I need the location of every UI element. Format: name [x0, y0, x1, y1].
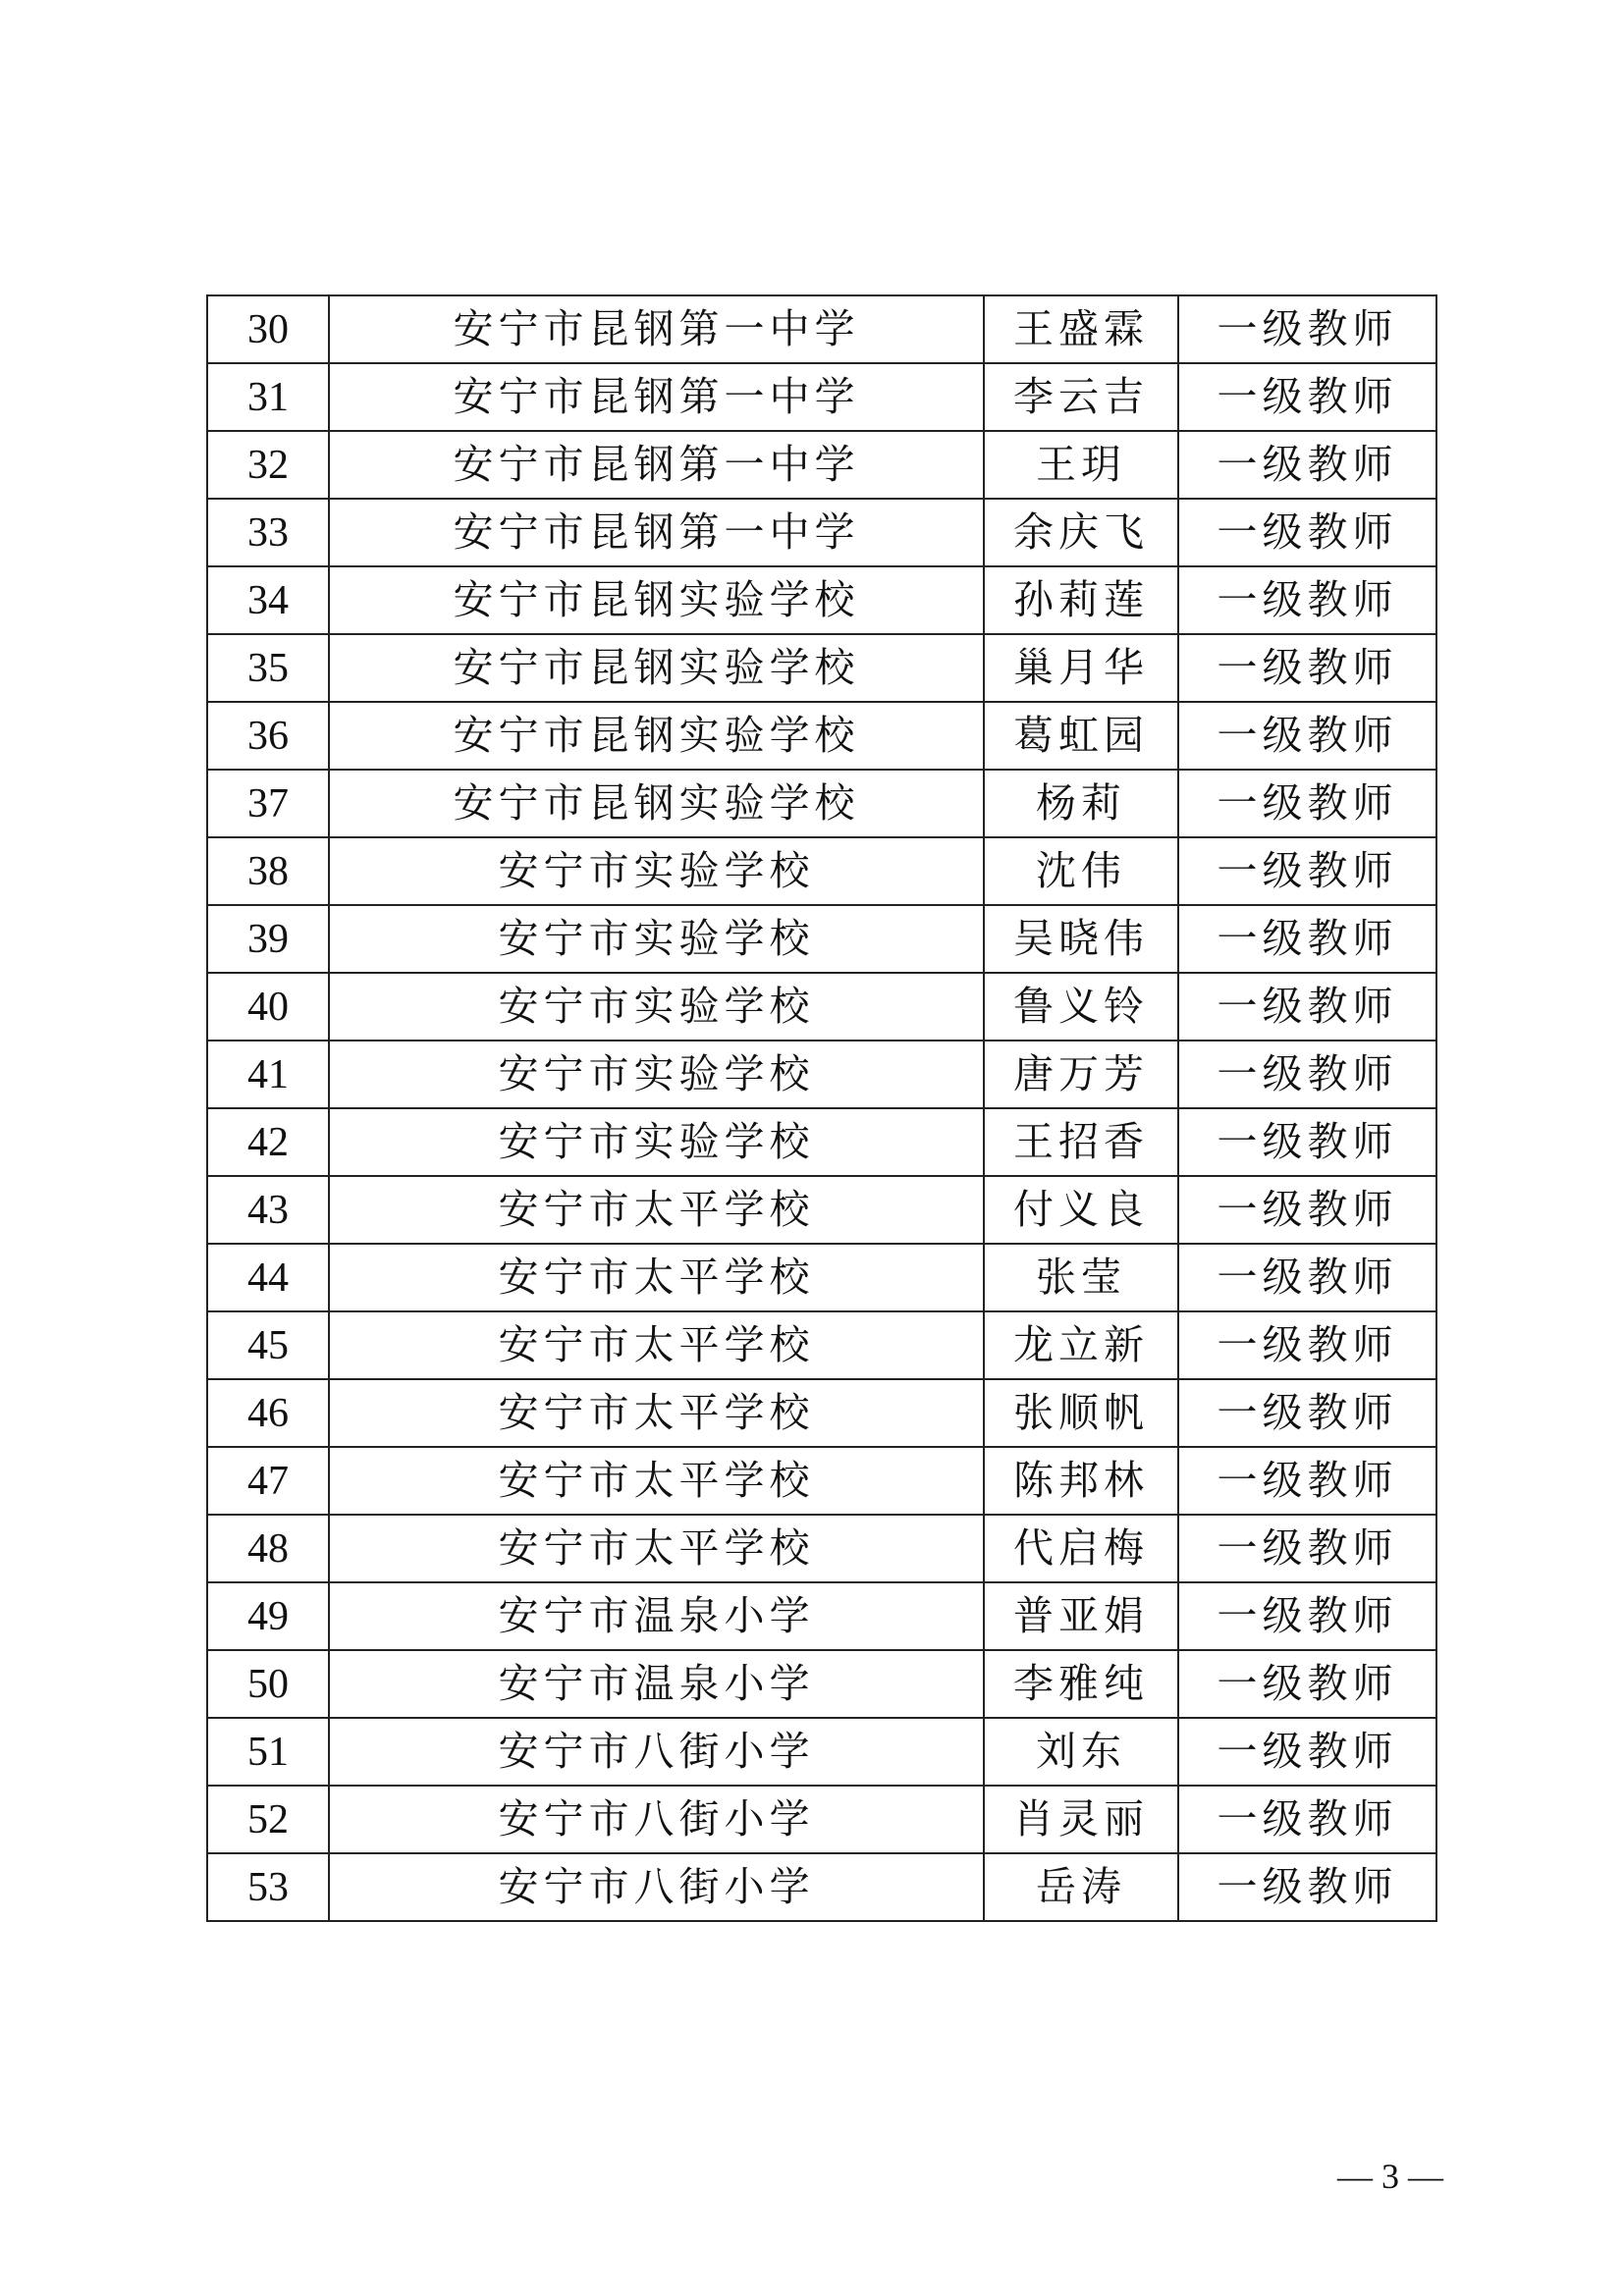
school-cell: 安宁市昆钢实验学校	[329, 770, 984, 837]
teacher-name-cell: 普亚娟	[984, 1582, 1178, 1650]
table-row	[207, 1108, 1436, 1176]
teacher-name-cell: 张莹	[984, 1244, 1178, 1311]
teacher-name-cell: 鲁义铃	[984, 973, 1178, 1041]
title-cell: 一级教师	[1178, 1718, 1436, 1786]
title-cell: 一级教师	[1178, 702, 1436, 770]
teacher-name-cell: 龙立新	[984, 1311, 1178, 1379]
school-cell: 安宁市昆钢第一中学	[329, 295, 984, 363]
table-row	[207, 1650, 1436, 1718]
title-cell: 一级教师	[1178, 1853, 1436, 1921]
row-number-cell: 53	[207, 1853, 329, 1921]
teacher-name-cell: 唐万芳	[984, 1041, 1178, 1108]
title-cell: 一级教师	[1178, 1447, 1436, 1515]
table-row	[207, 1786, 1436, 1853]
table-row	[207, 1718, 1436, 1786]
school-cell: 安宁市太平学校	[329, 1311, 984, 1379]
school-cell: 安宁市八街小学	[329, 1853, 984, 1921]
row-number-cell: 49	[207, 1582, 329, 1650]
row-number-cell: 46	[207, 1379, 329, 1447]
school-cell: 安宁市八街小学	[329, 1786, 984, 1853]
title-cell: 一级教师	[1178, 905, 1436, 973]
teacher-name-cell: 沈伟	[984, 837, 1178, 905]
teacher-name-cell: 余庆飞	[984, 499, 1178, 566]
row-number-cell: 48	[207, 1515, 329, 1582]
title-cell: 一级教师	[1178, 1311, 1436, 1379]
teacher-name-cell: 葛虹园	[984, 702, 1178, 770]
teacher-name-cell: 代启梅	[984, 1515, 1178, 1582]
table-body	[207, 295, 1436, 1921]
title-cell: 一级教师	[1178, 634, 1436, 702]
teacher-name-cell: 孙莉莲	[984, 566, 1178, 634]
row-number-cell: 43	[207, 1176, 329, 1244]
school-cell: 安宁市昆钢实验学校	[329, 702, 984, 770]
row-number-cell: 37	[207, 770, 329, 837]
row-number-cell: 41	[207, 1041, 329, 1108]
school-cell: 安宁市实验学校	[329, 973, 984, 1041]
teacher-name-cell: 王盛霖	[984, 295, 1178, 363]
school-cell: 安宁市昆钢实验学校	[329, 634, 984, 702]
teacher-name-cell: 付义良	[984, 1176, 1178, 1244]
teacher-name-cell: 李云吉	[984, 363, 1178, 431]
row-number-cell: 51	[207, 1718, 329, 1786]
teacher-name-cell: 王招香	[984, 1108, 1178, 1176]
table-row	[207, 1515, 1436, 1582]
school-cell: 安宁市实验学校	[329, 837, 984, 905]
teacher-list-table	[206, 294, 1437, 1922]
title-cell: 一级教师	[1178, 1515, 1436, 1582]
row-number-cell: 38	[207, 837, 329, 905]
title-cell: 一级教师	[1178, 770, 1436, 837]
table-row	[207, 1244, 1436, 1311]
teacher-name-cell: 巢月华	[984, 634, 1178, 702]
title-cell: 一级教师	[1178, 1650, 1436, 1718]
school-cell: 安宁市昆钢第一中学	[329, 363, 984, 431]
title-cell: 一级教师	[1178, 1379, 1436, 1447]
table-row	[207, 566, 1436, 634]
table-row	[207, 837, 1436, 905]
school-cell: 安宁市八街小学	[329, 1718, 984, 1786]
title-cell: 一级教师	[1178, 1244, 1436, 1311]
row-number-cell: 35	[207, 634, 329, 702]
title-cell: 一级教师	[1178, 1786, 1436, 1853]
row-number-cell: 32	[207, 431, 329, 499]
school-cell: 安宁市温泉小学	[329, 1650, 984, 1718]
school-cell: 安宁市太平学校	[329, 1244, 984, 1311]
table-row	[207, 1311, 1436, 1379]
row-number-cell: 52	[207, 1786, 329, 1853]
school-cell: 安宁市实验学校	[329, 1108, 984, 1176]
title-cell: 一级教师	[1178, 566, 1436, 634]
school-cell: 安宁市温泉小学	[329, 1582, 984, 1650]
row-number-cell: 31	[207, 363, 329, 431]
title-cell: 一级教师	[1178, 1041, 1436, 1108]
row-number-cell: 47	[207, 1447, 329, 1515]
school-cell: 安宁市实验学校	[329, 905, 984, 973]
table-row	[207, 499, 1436, 566]
table-row	[207, 1582, 1436, 1650]
row-number-cell: 44	[207, 1244, 329, 1311]
row-number-cell: 30	[207, 295, 329, 363]
teacher-name-cell: 吴晓伟	[984, 905, 1178, 973]
table-row	[207, 1379, 1436, 1447]
table-row	[207, 1176, 1436, 1244]
table-row	[207, 431, 1436, 499]
teacher-name-cell: 陈邦林	[984, 1447, 1178, 1515]
school-cell: 安宁市太平学校	[329, 1515, 984, 1582]
teacher-name-cell: 李雅纯	[984, 1650, 1178, 1718]
title-cell: 一级教师	[1178, 499, 1436, 566]
school-cell: 安宁市太平学校	[329, 1176, 984, 1244]
table-row	[207, 1447, 1436, 1515]
title-cell: 一级教师	[1178, 1108, 1436, 1176]
title-cell: 一级教师	[1178, 431, 1436, 499]
row-number-cell: 50	[207, 1650, 329, 1718]
title-cell: 一级教师	[1178, 837, 1436, 905]
school-cell: 安宁市太平学校	[329, 1447, 984, 1515]
table-row	[207, 1853, 1436, 1921]
title-cell: 一级教师	[1178, 295, 1436, 363]
school-cell: 安宁市昆钢第一中学	[329, 431, 984, 499]
row-number-cell: 39	[207, 905, 329, 973]
school-cell: 安宁市昆钢第一中学	[329, 499, 984, 566]
table-row	[207, 702, 1436, 770]
row-number-cell: 33	[207, 499, 329, 566]
table-row	[207, 295, 1436, 363]
school-cell: 安宁市太平学校	[329, 1379, 984, 1447]
teacher-name-cell: 刘东	[984, 1718, 1178, 1786]
school-cell: 安宁市实验学校	[329, 1041, 984, 1108]
title-cell: 一级教师	[1178, 973, 1436, 1041]
title-cell: 一级教师	[1178, 1582, 1436, 1650]
table-row	[207, 363, 1436, 431]
teacher-name-cell: 张顺帆	[984, 1379, 1178, 1447]
table-row	[207, 1041, 1436, 1108]
teacher-name-cell: 王玥	[984, 431, 1178, 499]
teacher-name-cell: 岳涛	[984, 1853, 1178, 1921]
table-row	[207, 905, 1436, 973]
table-row	[207, 770, 1436, 837]
title-cell: 一级教师	[1178, 363, 1436, 431]
row-number-cell: 40	[207, 973, 329, 1041]
title-cell: 一级教师	[1178, 1176, 1436, 1244]
row-number-cell: 45	[207, 1311, 329, 1379]
table-row	[207, 634, 1436, 702]
row-number-cell: 34	[207, 566, 329, 634]
row-number-cell: 36	[207, 702, 329, 770]
table-row	[207, 973, 1436, 1041]
teacher-name-cell: 肖灵丽	[984, 1786, 1178, 1853]
teacher-name-cell: 杨莉	[984, 770, 1178, 837]
row-number-cell: 42	[207, 1108, 329, 1176]
school-cell: 安宁市昆钢实验学校	[329, 566, 984, 634]
page-number: — 3 —	[1337, 2157, 1443, 2196]
